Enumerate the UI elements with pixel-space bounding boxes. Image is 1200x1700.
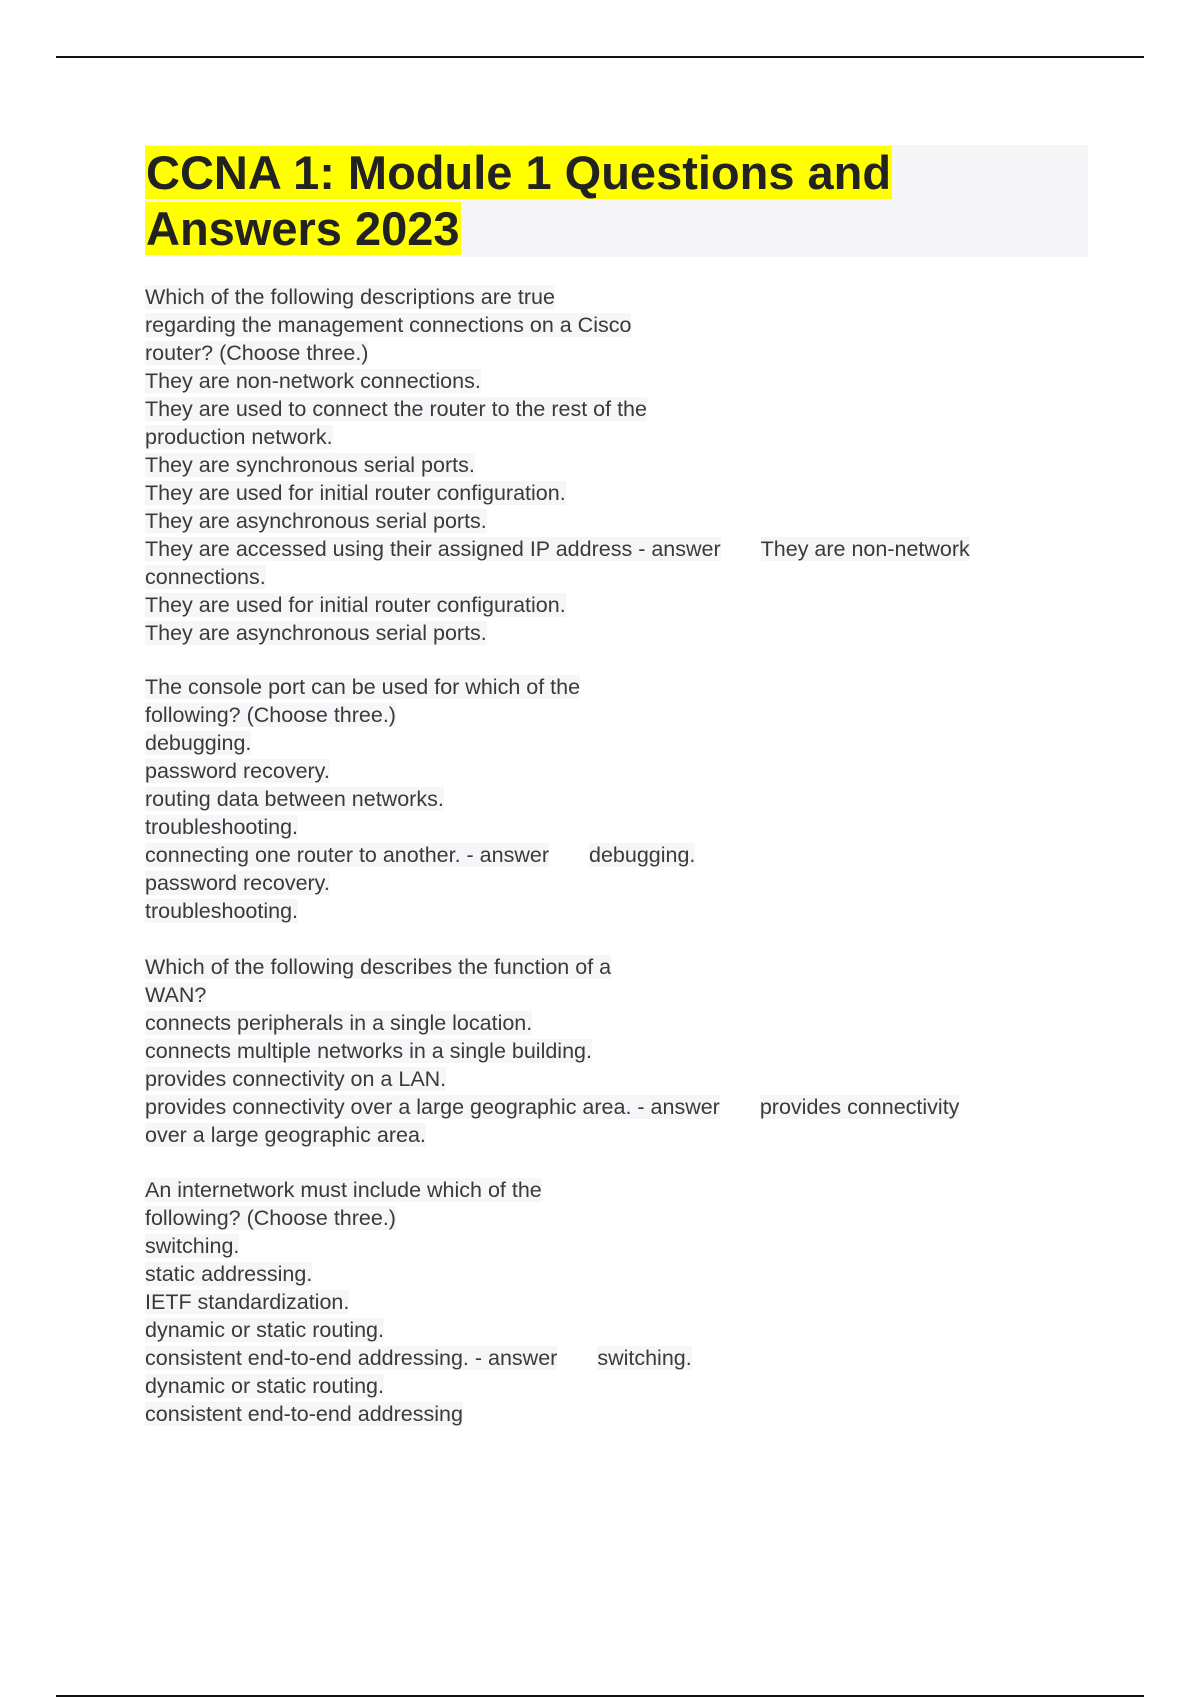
answer-text-line: They are asynchronous serial ports. <box>145 621 487 645</box>
question-text-line: following? (Choose three.) <box>145 703 396 727</box>
question-text-line: following? (Choose three.) <box>145 1206 396 1230</box>
question-block-4 <box>145 1176 1085 1428</box>
question-text-line: router? (Choose three.) <box>145 341 369 365</box>
answer-line: They are accessed using their assigned IP address - answer They are non-network <box>145 537 970 561</box>
option-line: They are used for initial router configuration. <box>145 481 566 505</box>
question-block-1 <box>145 283 1085 647</box>
option-line: switching. <box>145 1234 240 1258</box>
option-line: static addressing. <box>145 1262 313 1286</box>
title-block <box>145 145 1088 257</box>
option-line: password recovery. <box>145 759 330 783</box>
question-text-line: WAN? <box>145 983 207 1007</box>
option-line: They are non-network connections. <box>145 369 481 393</box>
answer-text-line: troubleshooting. <box>145 899 298 923</box>
answer-line: provides connectivity over a large geographic area. - answer provides connectivity <box>145 1095 960 1119</box>
option-line: production network. <box>145 425 333 449</box>
option-line: connects peripherals in a single location. <box>145 1011 533 1035</box>
answer-text-line: password recovery. <box>145 871 330 895</box>
option-line: They are used to connect the router to the rest of the <box>145 397 647 421</box>
option-line: debugging. <box>145 731 252 755</box>
top-rule <box>56 56 1144 58</box>
option-line: dynamic or static routing. <box>145 1318 384 1342</box>
option-line: troubleshooting. <box>145 815 298 839</box>
answer-text-line: connections. <box>145 565 266 589</box>
page-title <box>145 145 1088 257</box>
bottom-rule <box>56 1695 1144 1697</box>
answer-text-line: over a large geographic area. <box>145 1123 426 1147</box>
option-line: connects multiple networks in a single building. <box>145 1039 592 1063</box>
answer-line: consistent end-to-end addressing. - answer switching. <box>145 1346 692 1370</box>
answer-text-line: dynamic or static routing. <box>145 1374 384 1398</box>
question-text-line: The console port can be used for which of the <box>145 675 581 699</box>
question-block-3 <box>145 953 1085 1149</box>
question-text-line: regarding the management connections on a Cisco <box>145 313 632 337</box>
answer-line: connecting one router to another. - answer debugging. <box>145 843 696 867</box>
option-line: provides connectivity on a LAN. <box>145 1067 447 1091</box>
question-text-line: An internetwork must include which of the <box>145 1178 542 1202</box>
option-line: routing data between networks. <box>145 787 444 811</box>
answer-text-line: They are used for initial router configuration. <box>145 593 566 617</box>
answer-text-line: consistent end-to-end addressing <box>145 1402 463 1426</box>
option-line: They are asynchronous serial ports. <box>145 509 487 533</box>
question-text-line: Which of the following descriptions are true <box>145 285 555 309</box>
option-line: IETF standardization. <box>145 1290 350 1314</box>
title-line-1: CCNA 1: Module 1 Questions and <box>146 146 892 199</box>
title-line-2: Answers 2023 <box>146 202 460 255</box>
question-text-line: Which of the following describes the function of a <box>145 955 612 979</box>
question-block-2 <box>145 673 1085 925</box>
option-line: They are synchronous serial ports. <box>145 453 475 477</box>
